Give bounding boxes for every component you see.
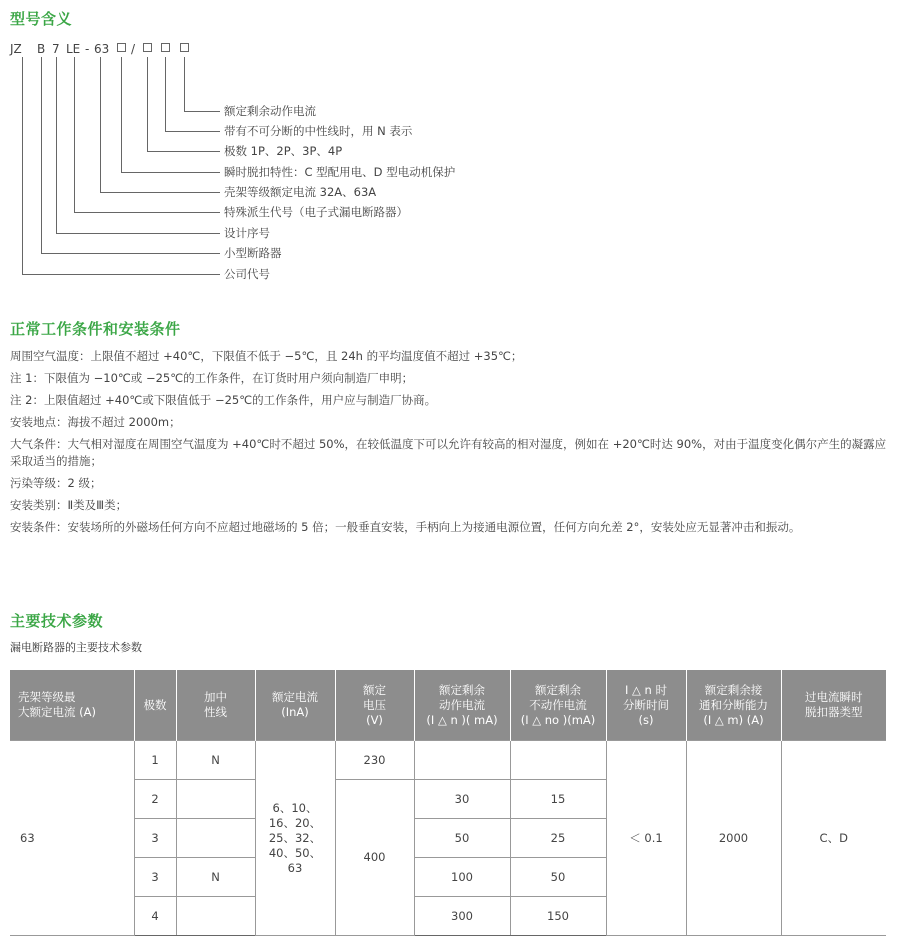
condition-ambient-temp: 周围空气温度：上限值不超过 +40℃，下限值不低于 −5℃，且 24h 的平均温度值不超过 +35℃； [10,349,523,363]
cell-rated-current: 6、10、 16、20、 25、32、 40、50、 63 [255,741,335,936]
code-box-neutral [161,43,170,52]
model-item-design-number: 设计序号 [224,226,270,240]
cell-poles: 3 [134,819,176,858]
header-rated-current: 额定电流 (InA) [255,670,335,741]
cell-neutral: N [176,858,255,897]
cell-neutral: N [176,741,255,780]
model-item-trip-characteristic: 瞬时脱扣特性：C 型配用电、D 型电动机保护 [224,165,456,179]
condition-note-2: 注 2：上限值超过 +40℃或下限值低于 −25℃的工作条件，用户应与制造厂协商。 [10,393,437,407]
cell-idn: 30 [414,780,510,819]
header-residual-operating: 额定剩余 动作电流 (I △ n )( mA) [414,670,510,741]
header-rated-voltage: 额定 电压 (V) [335,670,414,741]
condition-install-environment: 安装条件：安装场所的外磁场任何方向不应超过地磁场的 5 倍；一般垂直安装，手柄向上为接通电源位置，任何方向允差 2°，安装处应无显著冲击和振动。 [10,520,801,534]
cell-neutral [176,819,255,858]
header-frame-current: 壳架等级最 大额定电流 (A) [10,670,134,741]
condition-altitude: 安装地点：海拔不超过 2000m； [10,415,181,429]
cell-frame-current: 63 [10,741,134,936]
condition-pollution: 污染等级：2 级； [10,476,102,490]
cell-idno: 15 [510,780,606,819]
header-residual-non-operating: 额定剩余 不动作电流 (I △ no )(mA) [510,670,606,741]
code-frame: 63 [94,42,110,56]
code-company: JZ [10,42,22,56]
cell-poles: 3 [134,858,176,897]
cell-trip-type: C、D [781,741,886,936]
model-item-company-code: 公司代号 [224,267,270,281]
cell-voltage-400: 400 [335,780,414,936]
table-row [10,741,886,780]
cell-poles: 4 [134,897,176,936]
code-derived: LE [66,42,81,56]
condition-atmosphere: 大气条件：大气相对湿度在周围空气温度为 +40℃时不超过 50%，在较低温度下可以允许有较高的相对湿度，例如在 +20℃时达 90%，对由于温度变化偶尔产生的凝露应采取适当的措施； [10,437,887,468]
model-item-poles: 极数 1P、2P、3P、4P [224,144,343,158]
cell-idno [510,741,606,780]
condition-install-category: 安装类别：Ⅱ类及Ⅲ类； [10,498,128,512]
model-item-residual-current: 额定剩余动作电流 [224,104,316,118]
model-meaning-title: 型号含义 [10,10,73,28]
table-header-row [10,670,886,741]
code-type: B [37,42,46,56]
cell-break-time: ＜ 0.1 [606,741,686,936]
code-box-residual [180,43,189,52]
code-slash: / [131,42,136,56]
cell-poles: 2 [134,780,176,819]
cell-neutral [176,897,255,936]
cell-idno: 25 [510,819,606,858]
cell-idno: 150 [510,897,606,936]
conditions-list [10,348,895,541]
code-box-poles [143,43,152,52]
params-table [10,670,886,936]
cell-make-break-capacity: 2000 [686,741,781,936]
header-make-break-capacity: 额定剩余接 通和分断能力 (I △ m) (A) [686,670,781,741]
params-title: 主要技术参数 [10,612,104,630]
cell-idn: 50 [414,819,510,858]
header-trip-type: 过电流瞬时 脱扣器类型 [781,670,886,741]
model-code-diagram [0,0,900,300]
cell-voltage-230: 230 [335,741,414,780]
cell-neutral [176,780,255,819]
condition-note-1: 注 1：下限值为 −10℃或 −25℃的工作条件，在订货时用户须向制造厂申明； [10,371,414,385]
table-caption: 漏电断路器的主要技术参数 [10,641,142,654]
cell-poles: 1 [134,741,176,780]
cell-idn: 300 [414,897,510,936]
model-item-neutral: 带有不可分断的中性线时，用 N 表示 [224,124,413,138]
model-item-mcb: 小型断路器 [224,246,282,260]
conditions-title: 正常工作条件和安装条件 [10,320,181,338]
model-item-derived-code: 特殊派生代号（电子式漏电断路器） [224,205,408,219]
cell-idn: 100 [414,858,510,897]
code-dash: - [85,42,90,56]
cell-idno: 50 [510,858,606,897]
cell-idn [414,741,510,780]
code-design: 7 [52,42,60,56]
header-break-time: I △ n 时 分断时间 (s) [606,670,686,741]
code-box-trip [117,43,126,52]
header-neutral: 加中 性线 [176,670,255,741]
header-poles: 极数 [134,670,176,741]
model-item-frame-current: 壳架等级额定电流 32A、63A [224,185,377,199]
